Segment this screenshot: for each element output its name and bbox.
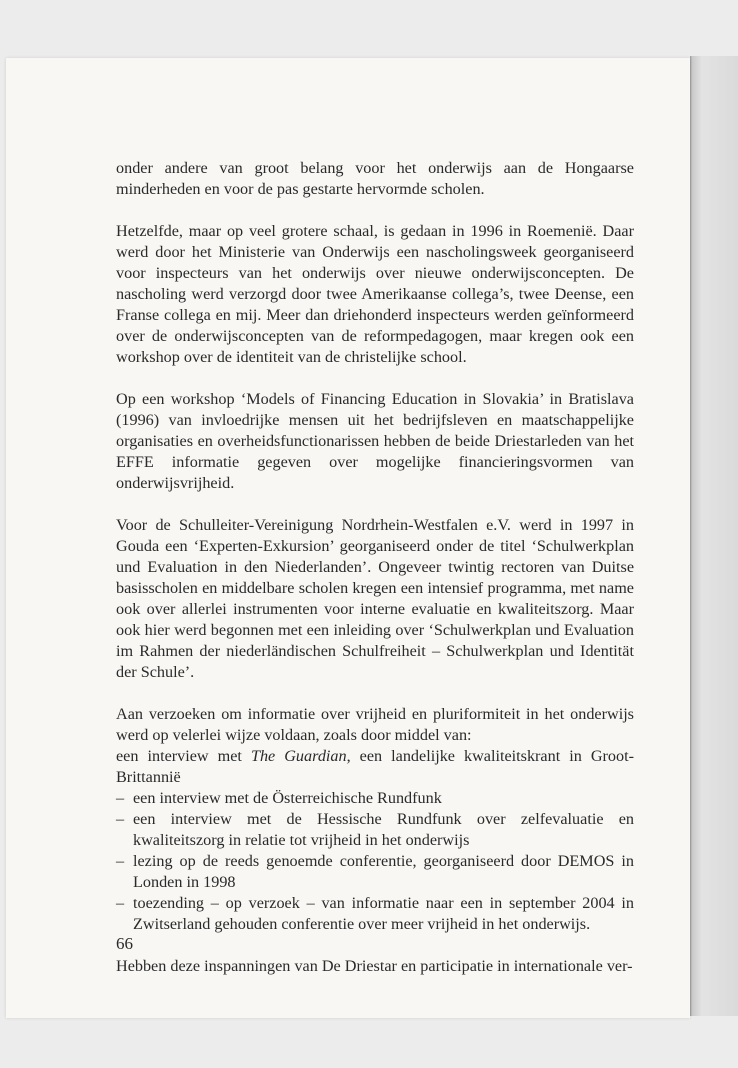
guardian-text-after: , een landelijke kwaliteitskrant in Groot-Brittannië (116, 747, 634, 786)
guardian-text-before: een interview met (116, 747, 251, 765)
paragraph-verzoeken-intro: Aan verzoeken om informatie over vrijheid en pluriformiteit in het onderwijs werd op velerlei wijze voldaan, zoals door middel van: (116, 705, 634, 744)
guardian-title: The Guardian (250, 747, 347, 765)
list-dash: – (116, 894, 125, 912)
list-item (116, 851, 634, 893)
list-item-text: een interview met de Hessische Rundfunk over zelfevaluatie en kwaliteitszorg in relatie tot vrijheid in het onderwijs (133, 810, 634, 849)
paragraph-schulleiter: Voor de Schulleiter-Vereinigung Nordrhein-Westfalen e.V. werd in 1997 in Gouda een ‘Experten-Exkursion’ georganiseerd onder de titel ‘Schulwerkplan und Evaluation in den Niederlanden’. Ongeveer twintig rectoren van Duitse basisscholen en middelbare scholen kregen een intensief programma, met name ook over allerlei instrumenten voor interne evaluatie en kwaliteitszorg. Maar ook hier werd begonnen met een inleiding over ‘Schulwerkplan und Evaluation im Rahmen der niederländischen Schulfreiheit – Schulwerkplan und Identität der Schule’. (116, 516, 634, 681)
list-item (116, 893, 634, 935)
paragraph-hongaarse-minderheden: onder andere van groot belang voor het onderwijs aan de Hongaarse minderheden en voor de pas gestarte hervormde scholen. (116, 159, 634, 198)
page-number: 66 (116, 934, 133, 953)
list-dash: – (116, 810, 125, 828)
paragraph-roemenie: Hetzelfde, maar op veel grotere schaal, is gedaan in 1996 in Roemenië. Daar werd door het Ministerie van Onderwijs een nascholingsweek georganiseerd voor inspecteurs van het onderwijs over nieuwe onderwijsconcepten. De nascholing werd verzorgd door twee Amerikaanse collega’s, twee Deense, een Franse collega en mij. Meer dan driehonderd inspecteurs werden geïnformeerd over de onderwijsconcepten van de reformpedagogen, maar kregen ook een workshop over de identiteit van de christelijke school. (116, 222, 634, 366)
paragraph-bratislava: Op een workshop ‘Models of Financing Education in Slovakia’ in Bratislava (1996) van invloedrijke mensen uit het bedrijfsleven en maatschappelijke organisaties en overheidsfunctionarissen hebben de beide Driestarleden van het EFFE informatie gegeven over mogelijke financieringsvormen van onderwijsvrijheid. (116, 390, 634, 492)
list-dash: – (116, 852, 125, 870)
list-item-text: toezending – op verzoek – van informatie naar een in september 2004 in Zwitserland gehouden conferentie over meer vrijheid in het onderwijs. (133, 894, 634, 933)
body-text (116, 158, 634, 998)
interview-list (116, 788, 634, 935)
list-item-text: een interview met de Österreichische Rundfunk (133, 789, 442, 807)
list-item (116, 788, 634, 809)
list-dash: – (116, 789, 125, 807)
list-item-text: lezing op de reeds genoemde conferentie, georganiseerd door DEMOS in Londen in 1998 (133, 852, 634, 891)
list-item (116, 809, 634, 851)
paragraph-inspanningen: Hebben deze inspanningen van De Driestar en participatie in internationale ver- (116, 957, 633, 975)
book-spine-edge (690, 56, 738, 1016)
paragraph-guardian-line (116, 746, 634, 788)
book-page (6, 58, 690, 1018)
